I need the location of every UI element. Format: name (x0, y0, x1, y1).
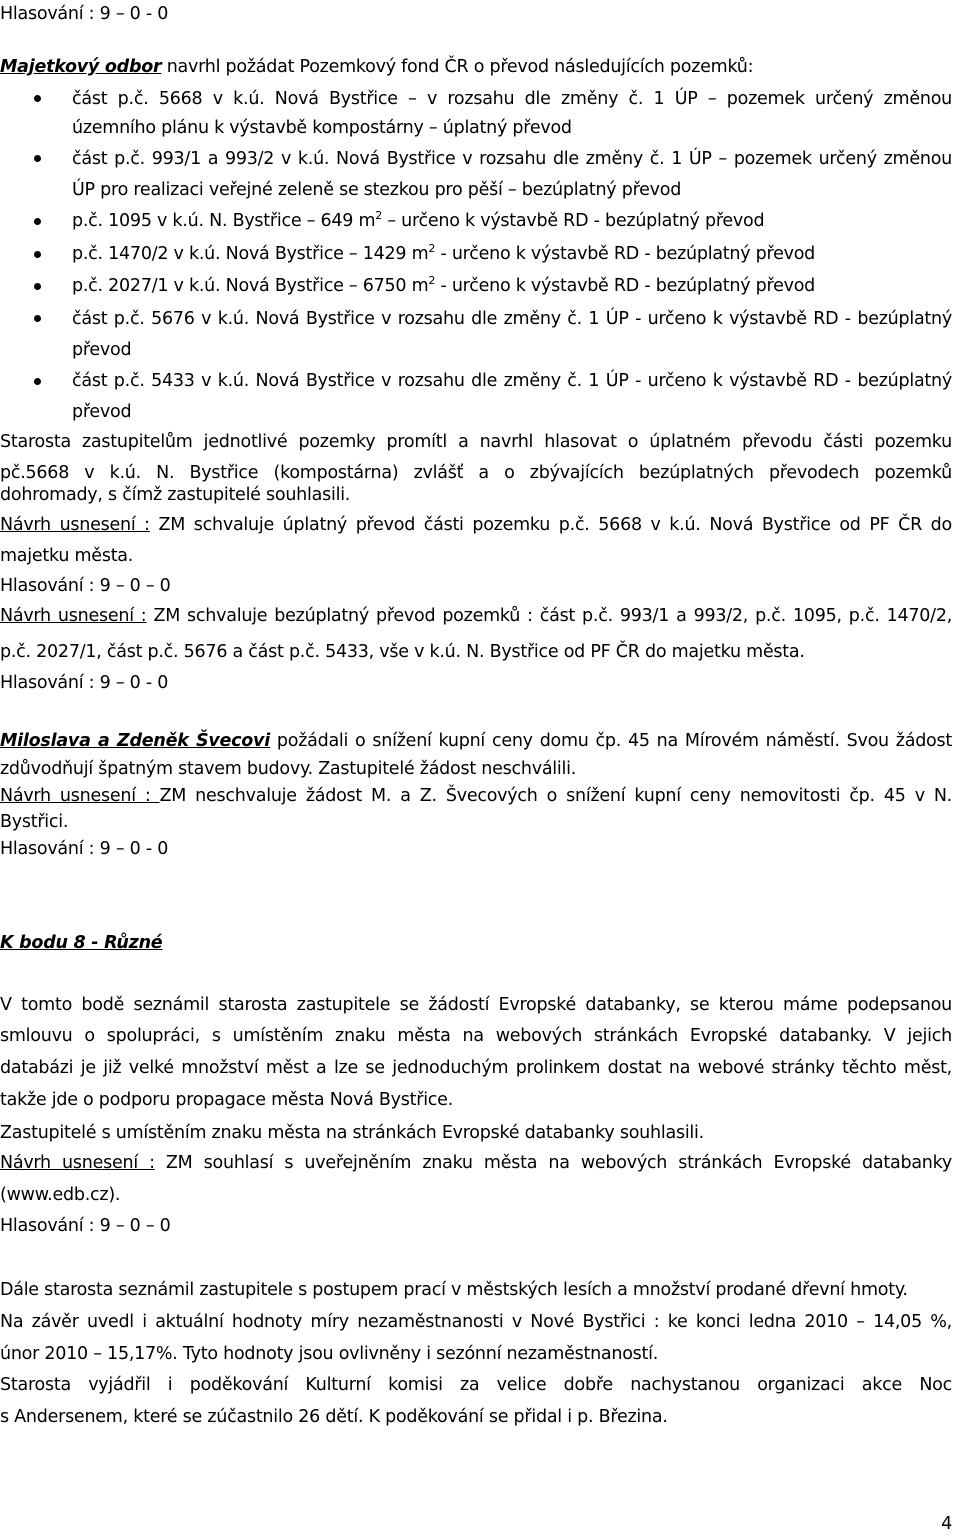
list-item-line: část p.č. 5676 v k.ú. Nová Bystřice v rozsahu dle změny č. 1 ÚP - určeno k výstavbě RD - bezúplatný (72, 309, 952, 329)
paragraph-line: Na závěr uvedl i aktuální hodnoty míry nezaměstnanosti v Nové Bystřici : ke konci ledna 2010 – 14,05 %, (0, 1312, 952, 1332)
motion-label: Návrh usnesení : (0, 606, 147, 626)
paragraph-line: únor 2010 – 15,17%. Tyto hodnoty jsou ovlivněny i sezónní nezaměstnaností. (0, 1344, 659, 1364)
paragraph-line: takže jde o podporu propagace města Nová Bystřice. (0, 1090, 454, 1110)
paragraph-line: Starosta zastupitelům jednotlivé pozemky promítl a navrhl hlasovat o úplatném převodu části pozemku (0, 432, 952, 452)
motion-label: Návrh usnesení : (0, 786, 160, 806)
list-item-line: územního plánu k výstavbě kompostárny – úplatný převod (72, 118, 572, 138)
motion-text: ZM neschvaluje žádost M. a Z. Švecových o snížení kupní ceny nemovitosti čp. 45 v N. (159, 786, 952, 806)
bullet-icon (34, 378, 41, 385)
paragraph-line: smlouvu o spolupráci, s umístěním znaku města na webových stránkách Evropské databanky. V jejich (0, 1026, 952, 1046)
vote-line: Hlasování : 9 – 0 - 0 (0, 4, 169, 24)
heading-svecovi: Miloslava a Zdeněk Švecovi (0, 731, 270, 751)
list-item-line: převod (72, 340, 132, 360)
paragraph-line: pč.5668 v k.ú. N. Bystřice (kompostárna) zvlášť a o zbývajících bezúplatných převodech pozemků (0, 463, 952, 483)
page-number: 4 (941, 1514, 952, 1534)
heading-majetkovy-odbor: Majetkový odbor (0, 57, 162, 77)
item-text: - určeno k výstavbě RD - bezúplatný převod (435, 244, 816, 264)
list-item-line: převod (72, 402, 132, 422)
motion-label: Návrh usnesení : (0, 515, 150, 535)
section-heading-bod8 (0, 931, 952, 955)
paragraph-line: Zastupitelé s umístěním znaku města na stránkách Evropské databanky souhlasili. (0, 1123, 704, 1143)
motion-line (0, 604, 952, 628)
heading-rest-text: navrhl požádat Pozemkový fond ČR o převod následujících pozemků: (161, 57, 754, 77)
paragraph-line: Starosta vyjádřil i poděkování Kulturní komisi za velice dobře nachystanou organizaci akce Noc (0, 1375, 952, 1395)
item-text: - určeno k výstavbě RD - bezúplatný převod (435, 276, 816, 296)
list-item-line: část p.č. 5433 v k.ú. Nová Bystřice v rozsahu dle změny č. 1 ÚP - určeno k výstavbě RD - bezúplatný (72, 371, 952, 391)
motion-text: ZM schvaluje bezúplatný převod pozemků : část p.č. 993/1 a 993/2, p.č. 1095, p.č. 1470/2, (146, 606, 953, 626)
list-item-line (72, 274, 952, 298)
bullet-icon (34, 155, 41, 162)
vote-line: Hlasování : 9 – 0 – 0 (0, 1216, 171, 1236)
paragraph-line: Dále starosta seznámil zastupitele s postupem prací v městských lesích a množství prodané dřevní hmoty. (0, 1280, 908, 1300)
motion-line: Bystřici. (0, 812, 69, 832)
item-text: p.č. 1470/2 v k.ú. Nová Bystřice – 1429 m (72, 244, 429, 264)
paragraph-line: s Andersenem, které se zúčastnilo 26 dětí. K poděkování se přidal i p. Březina. (0, 1407, 668, 1427)
list-item-line: ÚP pro realizaci veřejné zeleně se stezkou pro pěší – bezúplatný převod (72, 180, 682, 200)
superscript: 2 (428, 242, 436, 255)
paragraph-line: databázi je již velké množství měst a lze se jednoduchým prolinkem dostat na webové stránky těchto měst, (0, 1058, 952, 1078)
list-item-line: část p.č. 993/1 a 993/2 v k.ú. Nová Bystřice v rozsahu dle změny č. 1 ÚP – pozemek určený změnou (72, 149, 952, 169)
superscript: 2 (375, 209, 382, 222)
item-text: – určeno k výstavbě RD - bezúplatný převod (382, 211, 765, 231)
list-item-line (72, 209, 952, 233)
motion-label: Návrh usnesení : (0, 1153, 155, 1173)
motion-text: ZM schvaluje úplatný převod části pozemku p.č. 5668 v k.ú. Nová Bystřice od PF ČR do (149, 515, 952, 535)
motion-line: majetku města. (0, 546, 134, 566)
paragraph-line: dohromady, s čímž zastupitelé souhlasili. (0, 485, 351, 505)
motion-line: p.č. 2027/1, část p.č. 5676 a část p.č. 5433, vše v k.ú. N. Bystřice od PF ČR do majetku města. (0, 642, 805, 662)
section-heading-majetkovy (0, 55, 952, 79)
motion-line (0, 1151, 952, 1175)
bullet-icon (34, 95, 41, 102)
motion-line: (www.edb.cz). (0, 1185, 121, 1205)
motion-text: ZM souhlasí s uveřejněním znaku města na webových stránkách Evropské databanky (154, 1153, 952, 1173)
heading-k-bodu-8: K bodu 8 - Různé (0, 933, 163, 953)
bullet-icon (34, 283, 41, 290)
vote-line: Hlasování : 9 – 0 – 0 (0, 576, 171, 596)
list-item-line: část p.č. 5668 v k.ú. Nová Bystřice – v rozsahu dle změny č. 1 ÚP – pozemek určený změnou (72, 89, 952, 109)
paragraph-line: V tomto bodě seznámil starosta zastupitele se žádostí Evropské databanky, se kterou máme podepsanou (0, 995, 952, 1015)
bullet-icon (34, 251, 41, 258)
bullet-icon (34, 218, 41, 225)
bullet-icon (34, 315, 41, 322)
item-text: p.č. 2027/1 v k.ú. Nová Bystřice – 6750 m (72, 276, 429, 296)
motion-line (0, 784, 952, 808)
section-heading-svecovi (0, 729, 952, 753)
motion-line (0, 513, 952, 537)
paragraph-line: zdůvodňují špatným stavem budovy. Zastupitelé žádost neschválili. (0, 759, 577, 779)
item-text: p.č. 1095 v k.ú. N. Bystřice – 649 m (72, 211, 376, 231)
vote-line: Hlasování : 9 – 0 - 0 (0, 673, 169, 693)
heading-rest-text: požádali o snížení kupní ceny domu čp. 45 na Mírovém náměstí. Svou žádost (269, 731, 952, 751)
superscript: 2 (428, 274, 436, 287)
vote-line: Hlasování : 9 – 0 - 0 (0, 839, 169, 859)
list-item-line (72, 242, 952, 266)
